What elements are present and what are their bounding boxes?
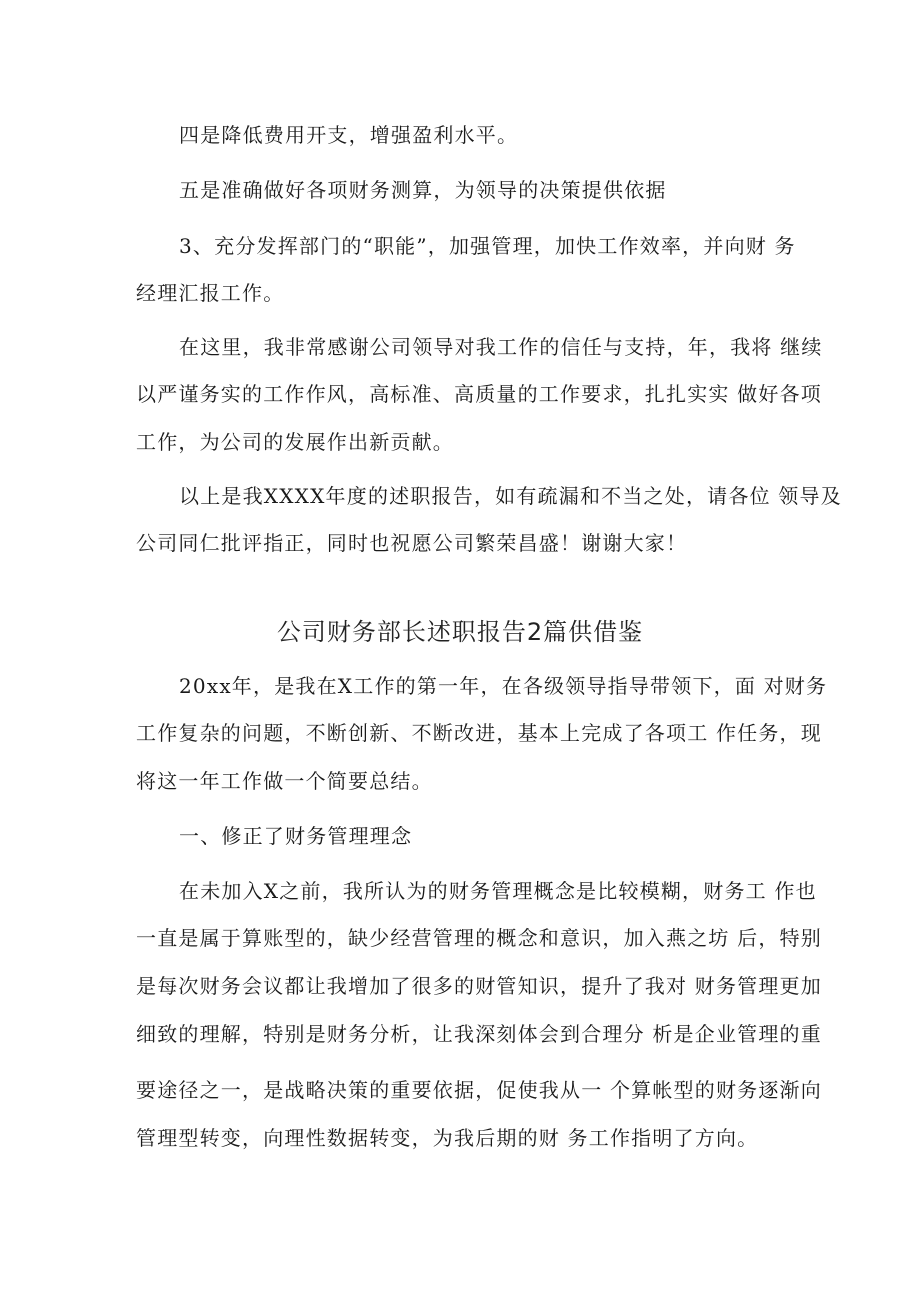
paragraph-section1-line-3: 是每次财务会议都让我增加了很多的财管知识，提升了我对 财务管理更加 [136,974,822,998]
paragraph-closing-line-1: 以上是我XXXX年度的述职报告，如有疏漏和不当之处，请各位 领导及 [179,484,842,508]
paragraph-section1-line-2: 一直是属于算账型的，缺少经营管理的概念和意识，加入燕之坊 后，特别 [136,926,822,950]
paragraph-section1-line-5: 要途径之一，是战略决策的重要依据，促使我从一 个算帐型的财务逐渐向 [136,1078,822,1102]
paragraph-closing-line-2: 公司同仁批评指正，同时也祝愿公司繁荣昌盛！谢谢大家！ [136,531,688,555]
paragraph-intro-line-3: 将这一年工作做一个简要总结。 [136,769,433,793]
paragraph-third-item-line-2: 经理汇报工作。 [136,281,285,305]
document-title: 公司财务部长述职报告2篇供借鉴 [276,618,644,646]
paragraph-section1-line-6: 管理型转变，向理性数据转变，为我后期的财 务工作指明了方向。 [136,1126,759,1150]
paragraph-section1-line-4: 细致的理解，特别是财务分析，让我深刻体会到合理分 析是企业管理的重 [136,1022,822,1046]
paragraph-fourth-point: 四是降低费用开支，增强盈利水平。 [179,123,519,147]
section-heading-1: 一、修正了财务管理理念 [179,824,413,848]
paragraph-section1-line-1: 在未加入X之前，我所认为的财务管理概念是比较模糊，财务工 作也 [179,879,817,903]
paragraph-third-item-line-1: 3、充分发挥部门的“职能”，加强管理，加快工作效率，并向财 务 [179,234,796,258]
paragraph-intro-line-2: 工作复杂的问题，不断创新、不断改进，基本上完成了各项工 作任务，现 [136,721,822,745]
paragraph-thanks-line-1: 在这里，我非常感谢公司领导对我工作的信任与支持，年，我将 继续 [179,335,823,359]
paragraph-intro-line-1: 20xx年，是我在X工作的第一年，在各级领导指导带领下，面 对财务 [179,674,828,698]
paragraph-fifth-point: 五是准确做好各项财务测算，为领导的决策提供依据 [179,178,667,202]
paragraph-thanks-line-3: 工作，为公司的发展作出新贡献。 [136,430,454,454]
paragraph-thanks-line-2: 以严谨务实的工作作风，高标准、高质量的工作要求，扎扎实实 做好各项 [136,382,822,406]
